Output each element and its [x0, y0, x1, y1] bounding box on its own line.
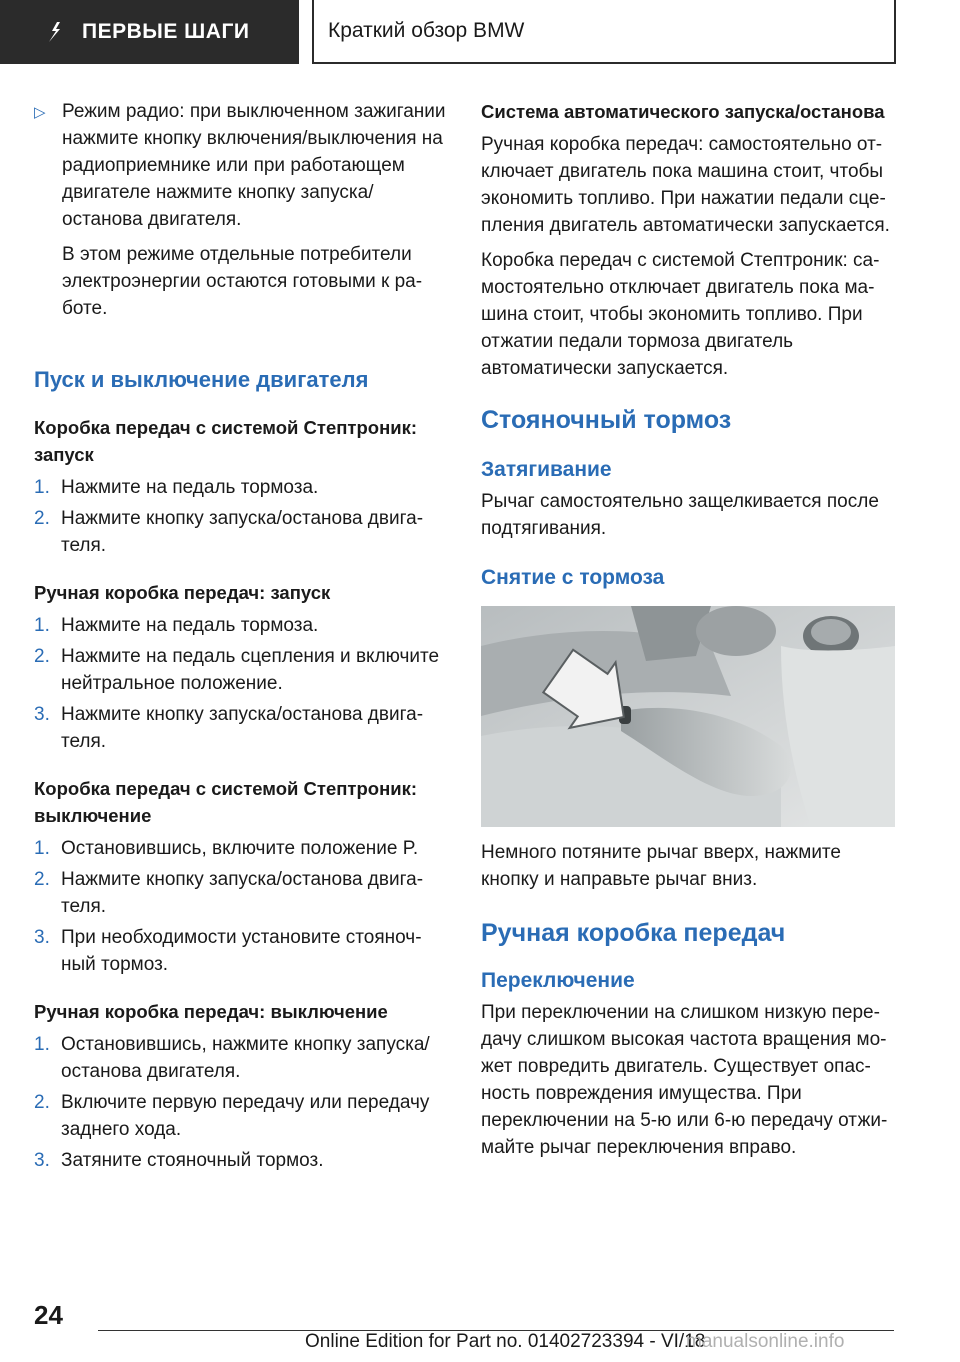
parking-brake-photo — [481, 606, 895, 827]
autostart-steptronic-text: Коробка передач с системой Стептроник: самостоятельно отключает двигатель пока машина стоит, чтобы экономить топливо. При отжатии педали тормоза двигатель автоматически запускается. — [481, 250, 880, 379]
lightning-star-icon — [42, 19, 68, 45]
manual-start-section — [34, 579, 446, 755]
apply-brake-heading: Затягивание — [481, 458, 612, 481]
shifting-text: При переключении на слишком низкую передачу слишком высокая частота вращения может повредить двигатель. Существует опасность повреждения имущества. При переключении на 5-ю или 6-ю передачу отжимайте рычаг переключения вправо. — [481, 1002, 888, 1158]
steptronic-start-section — [34, 414, 446, 559]
section-tab-label: ПЕРВЫЕ ШАГИ — [82, 20, 250, 43]
list-item: 1. Нажмите на педаль тормоза. — [34, 477, 319, 498]
manual-stop-title: Ручная коробка передач: выключение — [34, 1001, 388, 1022]
apply-brake-text: Рычаг самостоятельно защелкивается после подтягивания. — [481, 491, 879, 539]
manual-stop-section — [34, 998, 446, 1174]
steptronic-stop-section — [34, 775, 446, 978]
list-item: 2. Включите первую передачу или передачу заднего хода. — [34, 1092, 430, 1140]
manual-gearbox-heading: Ручная коробка передач — [481, 919, 786, 947]
autostart-manual-text: Ручная коробка передач: самостоятельно отключает двигатель пока машина стоит, чтобы экономить топливо. При нажатии педали сцепления двигатель автоматически запускается. — [481, 134, 890, 236]
list-item: 2. Нажмите кнопку запуска/останова двигателя. — [34, 869, 424, 917]
autostart-title: Система автоматического запуска/останова — [481, 101, 885, 122]
radio-mode-bullet — [34, 98, 446, 330]
list-item: 3. Затяните стояночный тормоз. — [34, 1150, 324, 1171]
chapter-tab[interactable] — [312, 0, 896, 64]
list-item: 1. Нажмите на педаль тормоза. — [34, 615, 319, 636]
shifting-heading: Переключение — [481, 969, 635, 992]
radio-mode-note: В этом режиме отдельные потребители электроэнергии остаются готовыми к работе. — [62, 244, 423, 319]
start-stop-heading: Пуск и выключение двигателя — [34, 367, 369, 392]
manual-start-title: Ручная коробка передач: запуск — [34, 582, 331, 603]
steptronic-start-title: Коробка передач с системой Стептроник: запуск — [34, 417, 418, 465]
page-number: 24 — [34, 1300, 63, 1330]
chapter-tab-label: Краткий обзор BMW — [328, 19, 525, 42]
list-item: 2. Нажмите кнопку запуска/останова двигателя. — [34, 508, 424, 556]
release-brake-heading: Снятие с тормоза — [481, 566, 665, 589]
right-column — [481, 98, 893, 1161]
list-item: 1. Остановившись, включите положение P. — [34, 838, 419, 859]
triangle-bullet-icon: ▷ — [34, 104, 46, 121]
section-tab[interactable] — [0, 0, 299, 64]
list-item: 1. Остановившись, нажмите кнопку запуска/останова двигателя. — [34, 1034, 430, 1082]
edition-text: Online Edition for Part no. 01402723394 - VI/18 — [305, 1331, 706, 1352]
list-item: 3. При необходимости установите стояночный тормоз. — [34, 927, 422, 975]
radio-mode-text: Режим радио: при выключенном зажигании нажмите кнопку включения/выключения на радиоприемнике или при работающем двигателе нажмите кнопку запуска/останова двигателя. — [62, 101, 446, 230]
steptronic-stop-title: Коробка передач с системой Стептроник: выключение — [34, 778, 418, 826]
parking-brake-heading: Стояночный тормоз — [481, 406, 732, 434]
release-brake-caption: Немного потяните рычаг вверх, нажмите кнопку и направьте рычаг вниз. — [481, 842, 841, 890]
left-column — [34, 98, 446, 1178]
list-item: 2. Нажмите на педаль сцепления и включите нейтральное положение. — [34, 646, 440, 694]
watermark: manualsonline.info — [686, 1331, 845, 1352]
list-item: 3. Нажмите кнопку запуска/останова двигателя. — [34, 704, 424, 752]
